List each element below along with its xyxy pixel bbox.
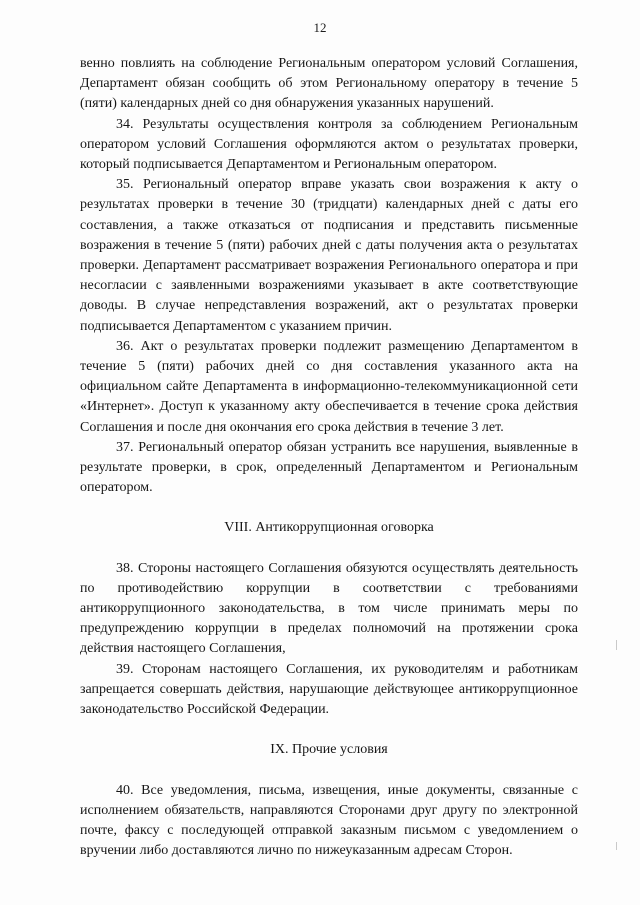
paragraph-39: 39. Сторонам настоящего Соглашения, их руководителям и работникам запрещается совершать действия, нарушающие действующее антикоррупционное законодательство Российской Федерации.	[80, 661, 578, 718]
section-heading-viii: VIII. Антикоррупционная оговорка	[224, 520, 434, 536]
paragraph-36: 36. Акт о результатах проверки подлежит размещению Департаментом в течение 5 (пяти) рабочих дней со дня составления указанного акта на официальном сайте Департамента в информационно-телекоммуникационной сети «Интернет». Доступ к указанному акту обеспечивается в течение срока действия Соглашения и после дня окончания его срока действия в течение 3 лет.	[80, 338, 578, 435]
section-heading-ix: IX. Прочие условия	[270, 742, 388, 758]
paragraph-37: 37. Региональный оператор обязан устранить все нарушения, выявленные в результате проверки, в срок, определенный Департаментом и Региональным оператором.	[80, 439, 578, 496]
paragraph-continuation: венно повлиять на соблюдение Региональным оператором условий Соглашения, Департамент обязан сообщить об этом Региональному оператору в течение 5 (пяти) календарных дней со дня обнаружения указанных нарушений.	[80, 56, 578, 112]
paragraph-35: 35. Региональный оператор вправе указать свои возражения к акту о результатах проверки в течение 30 (тридцати) календарных дней с даты его составления, а также отказаться от подписания и представить письменные возражения в течение 5 (пяти) рабочих дней с даты получения акта о результатах проверки. Департамент рассматривает возражения Регионального оператора и при несогласии с заявленными возражениями указывает в акте соответствующие доводы. В случае непредставления возражений, акт о результатах проверки подписывается Департаментом с указанием причин.	[80, 177, 578, 334]
scan-edge-mark	[616, 842, 617, 850]
page-number: 12	[313, 20, 327, 35]
paragraph-38: 38. Стороны настоящего Соглашения обязуются осуществлять деятельность по противодействию коррупции в соответствии с требованиями антикоррупционного законодательства, в том числе принимать меры по предупреждению коррупции в пределах полномочий на протяжении срока действия настоящего Соглашения,	[80, 560, 578, 657]
paragraph-40: 40. Все уведомления, письма, извещения, иные документы, связанные с исполнением обязательств, направляются Сторонами друг другу по электронной почте, факсу с последующей отправкой заказным письмом с уведомлением о вручении либо доставляются лично по нижеуказанным адресам Сторон.	[80, 782, 578, 859]
scan-edge-mark	[616, 640, 617, 650]
paragraph-34: 34. Результаты осуществления контроля за соблюдением Региональным оператором условий Соглашения оформляются актом о результатах проверки, который подписывается Департаментом и Региональным оператором.	[80, 116, 578, 173]
document-body	[80, 54, 578, 861]
